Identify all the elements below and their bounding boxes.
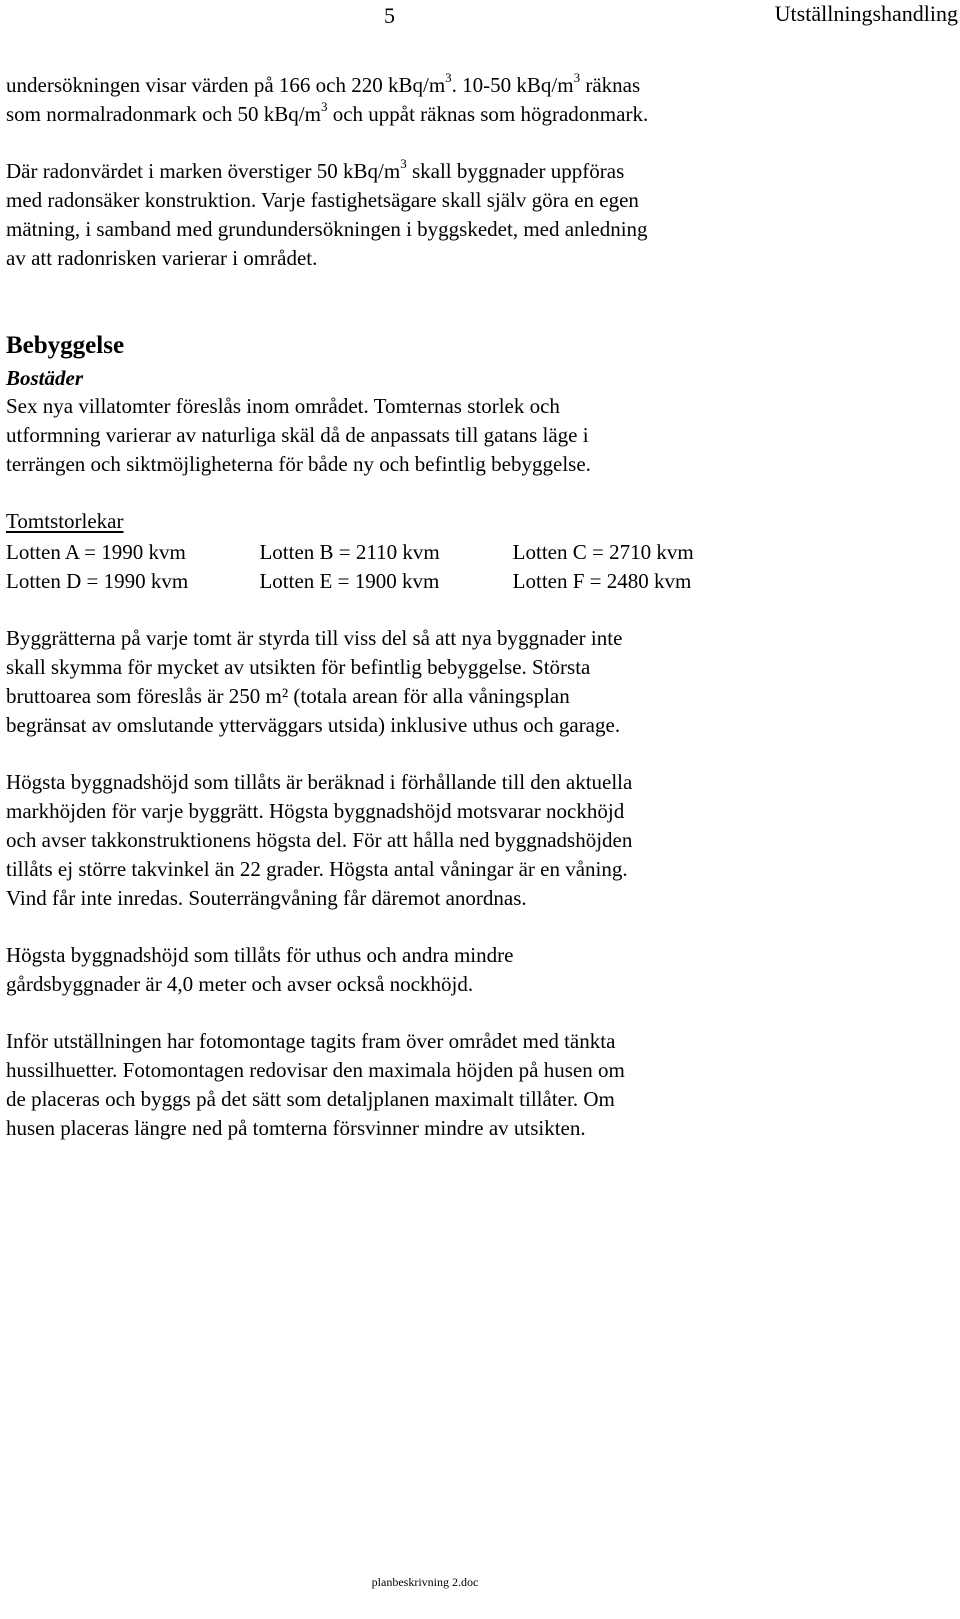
lot-table <box>6 538 766 596</box>
intro-paragraph-2: Där radonvärdet i marken överstiger 50 kBq/$m^3$ skall byggnader uppföras med radonsäker konstruktion. Varje fastighetsägare skall själv göra en egen mätning, i samband med grundundersökningen i byggskedet, med anledning av att radonrisken varierar i området. <box>6 156 648 270</box>
lot-row <box>6 538 766 567</box>
lot-e: Lotten E = 1900 kvm <box>259 569 440 593</box>
intro-paragraph-1: undersökningen visar värden på 166 och 220 kBq/$m^3$. 10-50 kBq/$m^3$ räknas som normalradonmark och 50 kBq/$m^3$ och uppåt räknas som högradonmark. <box>6 70 649 126</box>
outbuilding-height-paragraph: Högsta byggnadshöjd som tillåts för uthus och andra mindre gårdsbyggnader är 4,0 meter och avser också nockhöjd. <box>6 943 514 996</box>
lot-row <box>6 567 766 596</box>
photomontage-paragraph: Inför utställningen har fotomontage tagits fram över området med tänkta hussilhuetter. Fotomontagen redovisar den maximala höjden på husen om de placeras och byggs på det sätt som detaljplanen maximalt tillåter. Om husen placeras längre ned på tomterna försvinner mindre av utsikten. <box>6 1029 625 1140</box>
lot-c: Lotten C = 2710 kvm <box>512 540 694 564</box>
page-header <box>0 0 960 40</box>
page-footer <box>0 1574 905 1590</box>
building-rights-paragraph: Byggrätterna på varje tomt är styrda till viss del så att nya byggnader inte skall skymma för mycket av utsikten för befintlig bebyggelse. Största bruttoarea som föreslås är 250 m² (totala arean för alla våningsplan begränsat av omslutande ytterväggars utsida) inklusive uthus och garage. <box>6 626 623 737</box>
bebyggelse-section <box>6 329 936 479</box>
document-body <box>6 71 936 1143</box>
document-status: Utställningshandling <box>774 1 958 26</box>
building-height-paragraph: Högsta byggnadshöjd som tillåts är beräknad i förhållande till den aktuella markhöjden för varje byggrätt. Högsta byggnadshöjd motsvarar nockhöjd och avser takkonstruktionens högsta del. För att hålla ned byggnadshöjden tillåts ej större takvinkel än 22 grader. Högsta antal våningar är en våning. Vind får inte inredas. Souterrängvåning får däremot anordnas. <box>6 770 633 910</box>
lot-sizes <box>6 507 936 596</box>
subsection-title: Bostäder <box>6 366 84 390</box>
lot-d: Lotten D = 1990 kvm <box>6 569 189 593</box>
lot-a: Lotten A = 1990 kvm <box>6 540 186 564</box>
lot-f: Lotten F = 2480 kvm <box>512 569 692 593</box>
document-filename: planbeskrivning 2.doc <box>371 1575 479 1589</box>
lot-sizes-heading: Tomtstorlekar <box>6 509 124 533</box>
page-number: 5 <box>384 3 395 28</box>
lot-b: Lotten B = 2110 kvm <box>259 540 440 564</box>
section-paragraph: Sex nya villatomter föreslås inom området. Tomternas storlek och utformning varierar av naturliga skäl då de anpassats till gatans läge i terrängen och siktmöjligheterna för både ny och befintlig bebyggelse. <box>6 394 591 476</box>
section-title: Bebyggelse <box>6 332 125 359</box>
